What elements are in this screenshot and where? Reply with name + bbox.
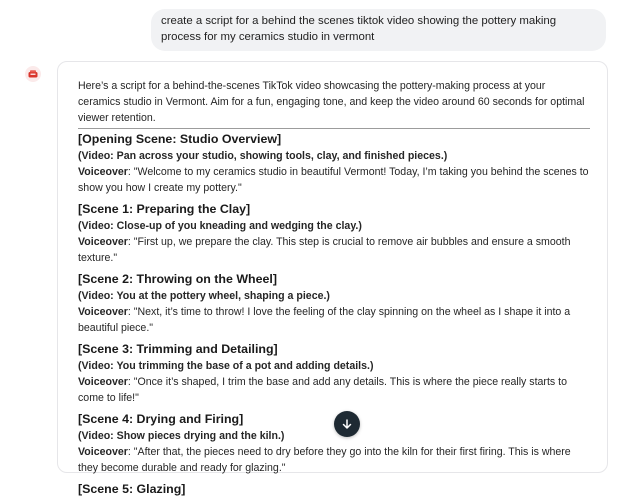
scroll-to-bottom-button[interactable] xyxy=(334,411,360,437)
voiceover-label: Voiceover xyxy=(78,306,128,318)
voiceover-label: Voiceover xyxy=(78,236,128,248)
voiceover-text: : "Welcome to my ceramics studio in beautiful Vermont! Today, I’m taking you behind the scenes to show you how I create my pottery." xyxy=(78,166,589,194)
voiceover-label: Voiceover xyxy=(78,166,128,178)
scene-heading: [Scene 3: Trimming and Detailing] xyxy=(78,342,278,356)
voiceover-label: Voiceover xyxy=(78,446,128,458)
scene-video-direction: (Video: Close-up of you kneading and wedging the clay.) xyxy=(78,220,362,232)
divider xyxy=(78,128,590,129)
assistant-message-content xyxy=(78,78,590,498)
voiceover-label: Voiceover xyxy=(78,376,128,388)
user-message-text: create a script for a behind the scenes tiktok video showing the pottery making process for my ceramics studio in vermont xyxy=(161,15,557,43)
scene-voiceover xyxy=(78,374,590,406)
scene-heading: [Scene 1: Preparing the Clay] xyxy=(78,202,251,216)
arrow-down-icon xyxy=(341,418,353,430)
scene-heading: [Scene 2: Throwing on the Wheel] xyxy=(78,272,277,286)
assistant-avatar xyxy=(25,66,41,82)
voiceover-text: : "First up, we prepare the clay. This step is crucial to remove air bubbles and ensure a smooth texture." xyxy=(78,236,571,264)
voiceover-text: : "Next, it’s time to throw! I love the feeling of the clay spinning on the wheel as I shape it into a beautiful piece." xyxy=(78,306,571,334)
scene-heading: [Scene 4: Drying and Firing] xyxy=(78,412,244,426)
scene-heading: [Opening Scene: Studio Overview] xyxy=(78,132,282,146)
intro-paragraph: Here’s a script for a behind-the-scenes TikTok video showcasing the pottery-making process at your ceramics studio in Vermont. Aim for a fun, engaging tone, and keep the video around 60 seconds for optimal viewer retention. xyxy=(78,80,585,124)
scene-video-direction: (Video: Pan across your studio, showing tools, clay, and finished pieces.) xyxy=(78,150,448,162)
scene-video-direction: (Video: Show pieces drying and the kiln.) xyxy=(78,430,285,442)
scene-voiceover xyxy=(78,444,590,476)
scene-voiceover xyxy=(78,304,590,336)
user-message-bubble xyxy=(151,9,606,51)
voiceover-text: : "Once it’s shaped, I trim the base and add any details. This is where the piece really starts to come to life!" xyxy=(78,376,567,404)
assistant-message-panel xyxy=(57,61,608,496)
scene-voiceover xyxy=(78,234,590,266)
scene-voiceover xyxy=(78,164,590,196)
scene-heading: [Scene 5: Glazing] xyxy=(78,482,186,496)
scene-video-direction: (Video: You at the pottery wheel, shaping a piece.) xyxy=(78,290,330,302)
voiceover-text: : "After that, the pieces need to dry before they go into the kiln for their first firing. This is where they become durable and ready for glazing." xyxy=(78,446,571,474)
scene-video-direction: (Video: You trimming the base of a pot and adding details.) xyxy=(78,360,374,372)
assistant-logo-icon xyxy=(27,68,39,80)
